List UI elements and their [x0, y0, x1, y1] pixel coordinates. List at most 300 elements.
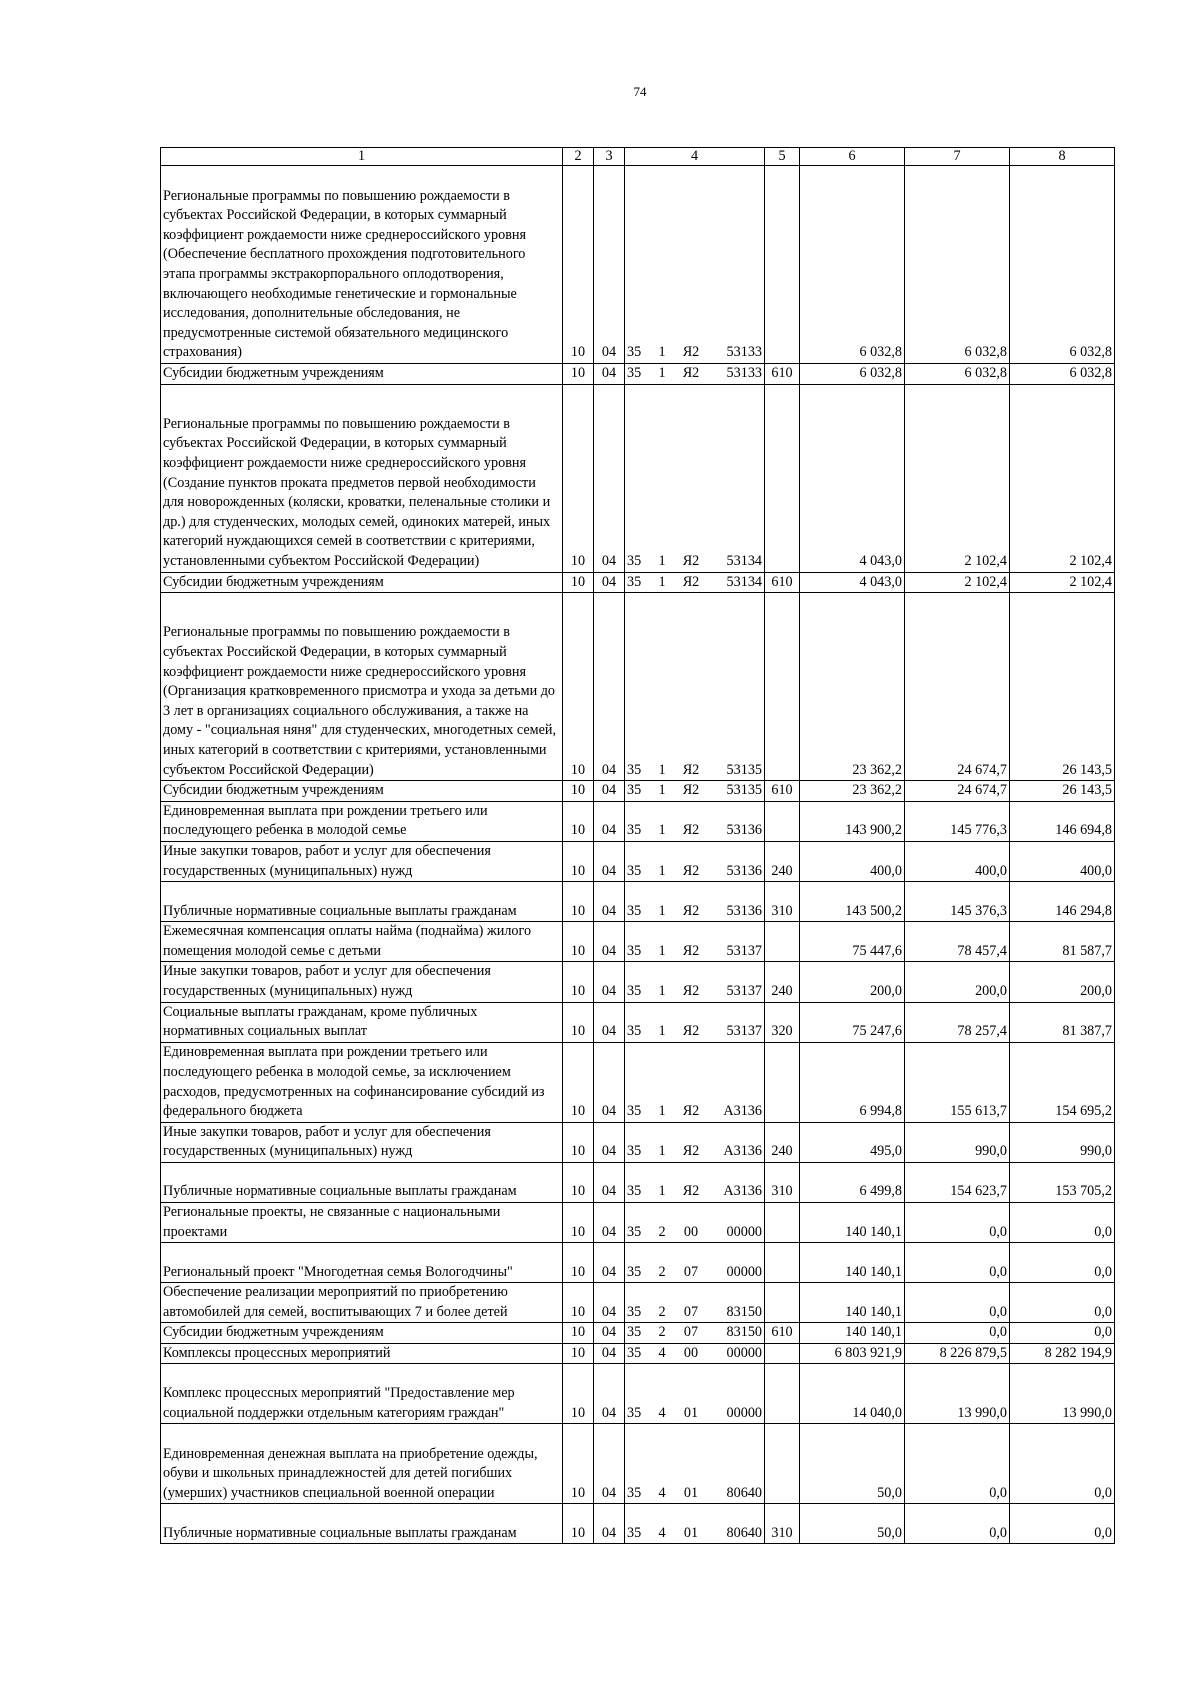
subsection-code-cell: 04	[594, 882, 625, 922]
amount-year-1-cell: 140 140,1	[800, 1283, 905, 1323]
target-article-part: 1	[658, 344, 666, 361]
subsection-code-cell: 04	[594, 1424, 625, 1504]
subsection-code-cell: 04	[594, 1343, 625, 1364]
target-article-part: 1	[658, 1143, 666, 1160]
target-article-part: 1	[658, 553, 666, 569]
target-article-part: 1	[658, 822, 666, 839]
target-article-part: Я2	[682, 822, 700, 839]
row-name-cell: Региональные программы по повышению рождаемости в субъектах Российской Федерации, в которых суммарный коэффициент рождаемости ниже среднероссийского уровня (Обеспечение бесплатного прохождения подготовительного этапа программы экстракорпорального оплодотворения, включающего необходимые генетические и гормональные исследования, дополнительные обследования, не предусмотренные системой обязательного медицинского страхования)	[161, 166, 563, 364]
target-article-cell	[625, 801, 765, 841]
expense-type-cell	[765, 593, 800, 781]
target-article-part: Я2	[682, 1183, 700, 1200]
target-article-part: 2	[658, 1303, 666, 1320]
target-article-part: 83150	[726, 1303, 762, 1320]
target-article-part: 1	[658, 982, 666, 999]
target-article-code	[627, 1142, 762, 1162]
target-article-cell	[625, 1202, 765, 1242]
expense-type-cell: 310	[765, 1162, 800, 1202]
amount-year-1-cell: 200,0	[800, 962, 905, 1002]
target-article-part: 35	[627, 822, 642, 839]
target-article-part: 35	[627, 902, 642, 919]
amount-year-1-cell: 6 803 921,9	[800, 1343, 905, 1364]
section-code-cell: 10	[563, 1122, 594, 1162]
target-article-cell	[625, 1243, 765, 1283]
target-article-part: 53133	[726, 344, 762, 361]
target-article-part: 35	[627, 1183, 642, 1200]
amount-year-1-cell: 140 140,1	[800, 1323, 905, 1344]
row-name-cell: Субсидии бюджетным учреждениям	[161, 1323, 563, 1344]
target-article-part: 53134	[726, 553, 762, 569]
amount-year-2-cell: 78 457,4	[905, 922, 1010, 962]
expense-type-cell: 610	[765, 781, 800, 802]
amount-year-3-cell: 6 032,8	[1010, 166, 1115, 364]
amount-year-1-cell: 23 362,2	[800, 593, 905, 781]
target-article-part: Я2	[682, 782, 700, 799]
section-code-cell: 10	[563, 922, 594, 962]
target-article-cell	[625, 1504, 765, 1544]
row-name-cell: Региональный проект "Многодетная семья Вологодчины"	[161, 1243, 563, 1283]
target-article-cell	[625, 1343, 765, 1364]
target-article-part: 80640	[726, 1484, 762, 1501]
amount-year-1-cell: 143 900,2	[800, 801, 905, 841]
table-row	[161, 922, 1115, 962]
target-article-part: 07	[683, 1324, 699, 1341]
target-article-part: Я2	[682, 902, 700, 919]
amount-year-2-cell: 145 376,3	[905, 882, 1010, 922]
target-article-code	[627, 573, 762, 593]
target-article-cell	[625, 572, 765, 593]
target-article-part: 53135	[726, 782, 762, 799]
row-name-cell: Региональные проекты, не связанные с национальными проектами	[161, 1202, 563, 1242]
amount-year-3-cell: 0,0	[1010, 1283, 1115, 1323]
subsection-code-cell: 04	[594, 572, 625, 593]
amount-year-3-cell: 0,0	[1010, 1202, 1115, 1242]
amount-year-2-cell: 0,0	[905, 1323, 1010, 1344]
section-code-cell: 10	[563, 593, 594, 781]
row-name-cell: Субсидии бюджетным учреждениям	[161, 781, 563, 802]
row-name-cell: Иные закупки товаров, работ и услуг для обеспечения государственных (муниципальных) нужд	[161, 962, 563, 1002]
target-article-part: 4	[658, 1404, 666, 1421]
section-code-cell: 10	[563, 801, 594, 841]
target-article-part: 4	[658, 1484, 666, 1501]
expense-type-cell: 240	[765, 962, 800, 1002]
section-code-cell: 10	[563, 1424, 594, 1504]
row-name-cell: Иные закупки товаров, работ и услуг для обеспечения государственных (муниципальных) нужд	[161, 1122, 563, 1162]
target-article-part: Я2	[682, 573, 700, 590]
target-article-part: 35	[627, 982, 642, 999]
amount-year-2-cell: 200,0	[905, 962, 1010, 1002]
section-code-cell: 10	[563, 1283, 594, 1323]
target-article-code	[627, 1223, 762, 1243]
amount-year-2-cell: 990,0	[905, 1122, 1010, 1162]
target-article-part: Я2	[682, 553, 700, 569]
row-name-cell: Единовременная денежная выплата на приобретение одежды, обуви и школьных принадлежностей для детей погибших (умерших) участников специальной военной операции	[161, 1424, 563, 1504]
target-article-part: Я2	[682, 1103, 700, 1120]
target-article-part: 00	[683, 1344, 699, 1361]
target-article-part: 35	[627, 1023, 642, 1040]
amount-year-1-cell: 143 500,2	[800, 882, 905, 922]
budget-table	[160, 147, 1115, 1544]
target-article-cell	[625, 1283, 765, 1323]
subsection-code-cell: 04	[594, 1243, 625, 1283]
table-row	[161, 1162, 1115, 1202]
target-article-part: 1	[658, 573, 666, 590]
target-article-cell	[625, 593, 765, 781]
target-article-part: 35	[627, 1303, 642, 1320]
target-article-part: 35	[627, 862, 642, 879]
amount-year-2-cell: 6 032,8	[905, 364, 1010, 385]
expense-type-cell	[765, 1042, 800, 1122]
header-row	[161, 148, 1115, 166]
page-number: 74	[633, 84, 647, 99]
amount-year-1-cell: 50,0	[800, 1504, 905, 1544]
amount-year-3-cell: 26 143,5	[1010, 781, 1115, 802]
target-article-part: 35	[627, 1223, 642, 1240]
target-article-code	[627, 1182, 762, 1202]
expense-type-cell	[765, 166, 800, 364]
target-article-part: 1	[658, 1023, 666, 1040]
section-code-cell: 10	[563, 841, 594, 881]
row-name-cell: Субсидии бюджетным учреждениям	[161, 364, 563, 385]
target-article-part: 07	[683, 1303, 699, 1320]
target-article-cell	[625, 384, 765, 572]
row-name-cell: Комплекс процессных мероприятий "Предоставление мер социальной поддержки отдельным категориям граждан"	[161, 1364, 563, 1424]
target-article-part: 1	[658, 365, 666, 381]
target-article-part: 35	[627, 1524, 642, 1541]
section-code-cell: 10	[563, 962, 594, 1002]
table-row	[161, 384, 1115, 572]
row-name-cell: Публичные нормативные социальные выплаты гражданам	[161, 882, 563, 922]
target-article-part: 35	[627, 1263, 642, 1280]
section-code-cell: 10	[563, 384, 594, 572]
amount-year-1-cell: 75 247,6	[800, 1002, 905, 1042]
row-name-cell: Ежемесячная компенсация оплаты найма (поднайма) жилого помещения молодой семье с детьми	[161, 922, 563, 962]
target-article-part: А3136	[723, 1143, 762, 1160]
target-article-part: 35	[627, 1103, 642, 1120]
target-article-part: 35	[627, 1324, 642, 1341]
amount-year-3-cell: 146 294,8	[1010, 882, 1115, 922]
target-article-part: 35	[627, 344, 642, 361]
target-article-part: 53137	[726, 942, 762, 959]
column-header-section: 2	[563, 148, 594, 166]
subsection-code-cell: 04	[594, 1504, 625, 1544]
expense-type-cell: 240	[765, 1122, 800, 1162]
target-article-part: Я2	[682, 761, 700, 778]
table-row	[161, 593, 1115, 781]
subsection-code-cell: 04	[594, 166, 625, 364]
section-code-cell: 10	[563, 572, 594, 593]
row-name-cell: Публичные нормативные социальные выплаты гражданам	[161, 1504, 563, 1544]
target-article-cell	[625, 1323, 765, 1344]
target-article-part: 4	[658, 1524, 666, 1541]
target-article-cell	[625, 166, 765, 364]
table-row	[161, 166, 1115, 364]
target-article-code	[627, 552, 762, 572]
amount-year-2-cell: 0,0	[905, 1424, 1010, 1504]
amount-year-2-cell: 24 674,7	[905, 781, 1010, 802]
section-code-cell: 10	[563, 882, 594, 922]
amount-year-2-cell: 400,0	[905, 841, 1010, 881]
target-article-part: 35	[627, 573, 642, 590]
target-article-part: 07	[683, 1263, 699, 1280]
target-article-cell	[625, 364, 765, 385]
table-row	[161, 882, 1115, 922]
subsection-code-cell: 04	[594, 801, 625, 841]
expense-type-cell	[765, 1364, 800, 1424]
target-article-cell	[625, 882, 765, 922]
amount-year-2-cell: 6 032,8	[905, 166, 1010, 364]
expense-type-cell: 240	[765, 841, 800, 881]
table-row	[161, 1323, 1115, 1344]
target-article-part: 1	[658, 862, 666, 879]
table-row	[161, 364, 1115, 385]
target-article-code	[627, 1524, 762, 1544]
amount-year-3-cell: 2 102,4	[1010, 384, 1115, 572]
section-code-cell: 10	[563, 1042, 594, 1122]
target-article-code	[627, 364, 762, 384]
table-row	[161, 1042, 1115, 1122]
subsection-code-cell: 04	[594, 781, 625, 802]
row-name-cell: Субсидии бюджетным учреждениям	[161, 572, 563, 593]
target-article-code	[627, 1022, 762, 1042]
table-row	[161, 1424, 1115, 1504]
table-row	[161, 962, 1115, 1002]
amount-year-2-cell: 24 674,7	[905, 593, 1010, 781]
row-name-cell: Обеспечение реализации мероприятий по приобретению автомобилей для семей, воспитывающих 7 и более детей	[161, 1283, 563, 1323]
subsection-code-cell: 04	[594, 962, 625, 1002]
target-article-part: 35	[627, 553, 642, 569]
table-row	[161, 781, 1115, 802]
amount-year-1-cell: 140 140,1	[800, 1243, 905, 1283]
table-row	[161, 841, 1115, 881]
target-article-code	[627, 1102, 762, 1122]
amount-year-2-cell: 0,0	[905, 1283, 1010, 1323]
subsection-code-cell: 04	[594, 1002, 625, 1042]
row-name-cell: Иные закупки товаров, работ и услуг для обеспечения государственных (муниципальных) нужд	[161, 841, 563, 881]
section-code-cell: 10	[563, 1343, 594, 1364]
target-article-part: 35	[627, 1143, 642, 1160]
column-header-target-article: 4	[625, 148, 765, 166]
target-article-part: 1	[658, 782, 666, 799]
target-article-cell	[625, 1424, 765, 1504]
subsection-code-cell: 04	[594, 841, 625, 881]
target-article-code	[627, 1323, 762, 1343]
target-article-code	[627, 821, 762, 841]
expense-type-cell: 610	[765, 572, 800, 593]
target-article-code	[627, 761, 762, 781]
expense-type-cell: 310	[765, 882, 800, 922]
table-body	[161, 166, 1115, 1544]
amount-year-3-cell: 0,0	[1010, 1323, 1115, 1344]
row-name-cell: Единовременная выплата при рождении третьего или последующего ребенка в молодой семье, за исключением расходов, предусмотренных на софинансирование субсидий из федерального бюджета	[161, 1042, 563, 1122]
target-article-code	[627, 1344, 762, 1364]
expense-type-cell	[765, 922, 800, 962]
row-name-cell: Комплексы процессных мероприятий	[161, 1343, 563, 1364]
row-name-cell: Социальные выплаты гражданам, кроме публичных нормативных социальных выплат	[161, 1002, 563, 1042]
expense-type-cell: 320	[765, 1002, 800, 1042]
amount-year-2-cell: 145 776,3	[905, 801, 1010, 841]
target-article-part: 53133	[726, 365, 762, 381]
target-article-cell	[625, 922, 765, 962]
amount-year-2-cell: 0,0	[905, 1202, 1010, 1242]
target-article-cell	[625, 962, 765, 1002]
section-code-cell: 10	[563, 364, 594, 385]
amount-year-3-cell: 153 705,2	[1010, 1162, 1115, 1202]
amount-year-2-cell: 2 102,4	[905, 572, 1010, 593]
target-article-part: 1	[658, 1103, 666, 1120]
target-article-part: 1	[658, 942, 666, 959]
amount-year-3-cell: 26 143,5	[1010, 593, 1115, 781]
target-article-cell	[625, 1122, 765, 1162]
target-article-part: 35	[627, 1484, 642, 1501]
amount-year-3-cell: 13 990,0	[1010, 1364, 1115, 1424]
expense-type-cell	[765, 1243, 800, 1283]
target-article-part: Я2	[682, 1023, 700, 1040]
expense-type-cell: 610	[765, 1323, 800, 1344]
row-name-cell: Единовременная выплата при рождении третьего или последующего ребенка в молодой семье	[161, 801, 563, 841]
target-article-part: 1	[658, 1183, 666, 1200]
target-article-part: 00000	[726, 1344, 762, 1361]
subsection-code-cell: 04	[594, 1364, 625, 1424]
target-article-part: 80640	[726, 1524, 762, 1541]
target-article-part: 35	[627, 942, 642, 959]
table-row	[161, 801, 1115, 841]
target-article-part: 53134	[726, 573, 762, 590]
subsection-code-cell: 04	[594, 1122, 625, 1162]
target-article-part: Я2	[682, 344, 700, 361]
target-article-code	[627, 343, 762, 363]
target-article-part: 01	[683, 1524, 699, 1541]
target-article-part: 00000	[726, 1263, 762, 1280]
amount-year-3-cell: 146 694,8	[1010, 801, 1115, 841]
expense-type-cell	[765, 1283, 800, 1323]
expense-type-cell	[765, 1424, 800, 1504]
target-article-code	[627, 781, 762, 801]
target-article-cell	[625, 1364, 765, 1424]
section-code-cell: 10	[563, 1243, 594, 1283]
table-row	[161, 1364, 1115, 1424]
row-name-cell: Региональные программы по повышению рождаемости в субъектах Российской Федерации, в которых суммарный коэффициент рождаемости ниже среднероссийского уровня (Создание пунктов проката предметов первой необходимости для новорожденных (коляски, кроватки, пеленальные столики и др.) для студенческих, молодых семей, одиноких матерей, иных категорий нуждающихся семей в соответствии с критериями, установленными субъектом Российской Федерации)	[161, 384, 563, 572]
amount-year-2-cell: 154 623,7	[905, 1162, 1010, 1202]
section-code-cell: 10	[563, 1202, 594, 1242]
target-article-part: 00	[683, 1223, 699, 1240]
section-code-cell: 10	[563, 1323, 594, 1344]
amount-year-3-cell: 0,0	[1010, 1424, 1115, 1504]
target-article-part: 35	[627, 782, 642, 799]
target-article-part: 53137	[726, 1023, 762, 1040]
expense-type-cell	[765, 1343, 800, 1364]
target-article-part: Я2	[682, 365, 700, 381]
amount-year-1-cell: 50,0	[800, 1424, 905, 1504]
section-code-cell: 10	[563, 1364, 594, 1424]
target-article-code	[627, 942, 762, 962]
table-row	[161, 1343, 1115, 1364]
amount-year-2-cell: 0,0	[905, 1504, 1010, 1544]
amount-year-3-cell: 6 032,8	[1010, 364, 1115, 385]
amount-year-1-cell: 400,0	[800, 841, 905, 881]
row-name-cell: Публичные нормативные социальные выплаты гражданам	[161, 1162, 563, 1202]
section-code-cell: 10	[563, 781, 594, 802]
target-article-code	[627, 1404, 762, 1424]
target-article-part: 2	[658, 1263, 666, 1280]
target-article-part: 35	[627, 1344, 642, 1361]
subsection-code-cell: 04	[594, 384, 625, 572]
target-article-code	[627, 1303, 762, 1323]
target-article-part: 53135	[726, 761, 762, 778]
table-row	[161, 1122, 1115, 1162]
amount-year-1-cell: 6 032,8	[800, 166, 905, 364]
amount-year-3-cell: 400,0	[1010, 841, 1115, 881]
table-row	[161, 1283, 1115, 1323]
amount-year-3-cell: 8 282 194,9	[1010, 1343, 1115, 1364]
column-header-year-2: 7	[905, 148, 1010, 166]
amount-year-1-cell: 140 140,1	[800, 1202, 905, 1242]
target-article-part: Я2	[682, 982, 700, 999]
target-article-part: 00000	[726, 1404, 762, 1421]
target-article-cell	[625, 1042, 765, 1122]
column-header-subsection: 3	[594, 148, 625, 166]
target-article-code	[627, 1484, 762, 1504]
target-article-part: 1	[658, 761, 666, 778]
amount-year-3-cell: 200,0	[1010, 962, 1115, 1002]
amount-year-2-cell: 13 990,0	[905, 1364, 1010, 1424]
table-row	[161, 1202, 1115, 1242]
target-article-part: 00000	[726, 1223, 762, 1240]
target-article-cell	[625, 1162, 765, 1202]
table-row	[161, 1243, 1115, 1283]
section-code-cell: 10	[563, 1162, 594, 1202]
target-article-part: 53136	[726, 862, 762, 879]
subsection-code-cell: 04	[594, 922, 625, 962]
expense-type-cell	[765, 384, 800, 572]
expense-type-cell: 610	[765, 364, 800, 385]
target-article-part: 2	[658, 1223, 666, 1240]
subsection-code-cell: 04	[594, 1202, 625, 1242]
table-row	[161, 1002, 1115, 1042]
target-article-part: 53137	[726, 982, 762, 999]
amount-year-2-cell: 2 102,4	[905, 384, 1010, 572]
subsection-code-cell: 04	[594, 1323, 625, 1344]
target-article-cell	[625, 841, 765, 881]
target-article-part: 01	[683, 1404, 699, 1421]
target-article-part: 35	[627, 761, 642, 778]
target-article-code	[627, 982, 762, 1002]
column-header-year-1: 6	[800, 148, 905, 166]
target-article-part: 2	[658, 1324, 666, 1341]
amount-year-1-cell: 6 499,8	[800, 1162, 905, 1202]
target-article-part: 4	[658, 1344, 666, 1361]
amount-year-3-cell: 0,0	[1010, 1504, 1115, 1544]
table-row	[161, 1504, 1115, 1544]
amount-year-3-cell: 81 387,7	[1010, 1002, 1115, 1042]
target-article-part: 53136	[726, 902, 762, 919]
target-article-part: 35	[627, 1404, 642, 1421]
amount-year-3-cell: 81 587,7	[1010, 922, 1115, 962]
amount-year-3-cell: 2 102,4	[1010, 572, 1115, 593]
section-code-cell: 10	[563, 166, 594, 364]
amount-year-2-cell: 8 226 879,5	[905, 1343, 1010, 1364]
column-header-expense-type: 5	[765, 148, 800, 166]
amount-year-1-cell: 6 994,8	[800, 1042, 905, 1122]
target-article-part: 1	[658, 902, 666, 919]
amount-year-1-cell: 4 043,0	[800, 572, 905, 593]
table-row	[161, 572, 1115, 593]
section-code-cell: 10	[563, 1002, 594, 1042]
column-header-year-3: 8	[1010, 148, 1115, 166]
expense-type-cell	[765, 1202, 800, 1242]
amount-year-3-cell: 0,0	[1010, 1243, 1115, 1283]
target-article-code	[627, 862, 762, 882]
